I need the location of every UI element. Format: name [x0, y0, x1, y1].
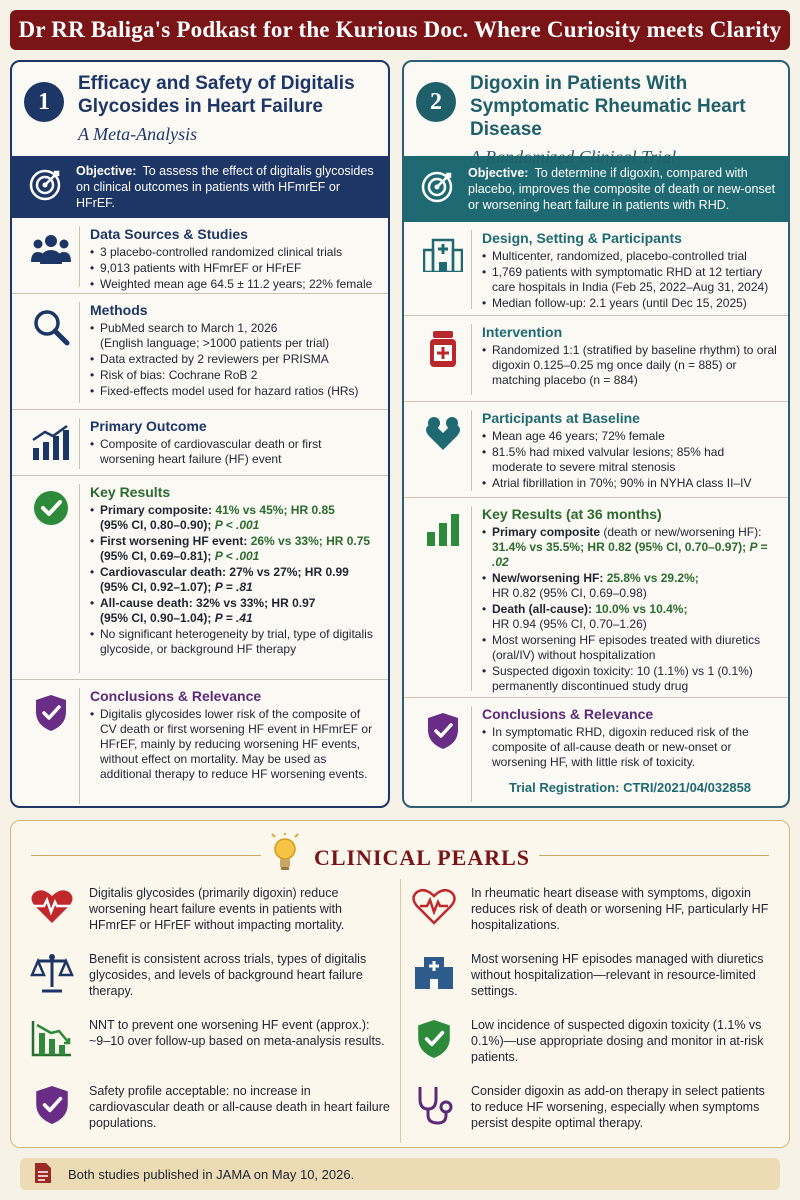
list-item: • 1,769 patients with symptomatic RHD at 12 tertiary care hospitals in India (Feb 25, 2022–Aug 31, 2024) [482, 265, 778, 295]
shield-check-icon [22, 688, 80, 804]
lightbulb-icon [270, 833, 300, 878]
study2-intervention [404, 316, 788, 402]
study2-title: Digoxin in Patients With Symptomatic Rheumatic Heart Disease [470, 73, 746, 140]
pill-bottle-icon [414, 324, 472, 395]
pearl-item: Digitalis glycosides (primarily digoxin) reduce worsening heart failure events in patients with HFmrEF or HFrEF without impacting mortality. [19, 879, 400, 945]
result-worsening: • New/worsening HF: 25.8% vs 29.2%; HR 0.82 (95% CI, 0.69–0.98) [482, 571, 778, 601]
result-toxicity: • Suspected digoxin toxicity: 10 (1.1%) vs 1 (0.1%) permanently discontinued study drug [482, 664, 778, 694]
pearl-item: Low incidence of suspected digoxin toxicity (1.1% vs 0.1%)—use appropriate dosing and monitor in at-risk patients. [400, 1011, 781, 1077]
section-title: Key Results (at 36 months) [482, 506, 662, 522]
trial-registration: Trial Registration: CTRI/2021/04/032858 [508, 780, 752, 795]
section-title: Primary Outcome [90, 418, 207, 434]
list-item: • PubMed search to March 1, 2026 (English language; >1000 patients per trial) [90, 321, 378, 351]
objective-text: To determine if digoxin, compared with placebo, improves the composite of death or new-onset or worsening heart failure in patients with RHD. [468, 166, 776, 212]
study2-header [404, 62, 788, 167]
section-title: Conclusions & Relevance [482, 706, 654, 722]
target-icon [420, 170, 454, 209]
result-heterogeneity: • No significant heterogeneity by trial, type of digitalis glycoside, or background HF therapy [90, 627, 378, 657]
study1-title: Efficacy and Safety of Digitalis Glycosides in Heart Failure [78, 73, 355, 117]
objective-label: Objective: [468, 166, 529, 180]
study1-card [10, 60, 390, 808]
footer-text: Both studies published in JAMA on May 10, 2026. [68, 1166, 355, 1182]
study1-methods [12, 294, 388, 410]
pearls-title: CLINICAL PEARLS [313, 845, 531, 870]
study2-key-results [404, 498, 788, 698]
page-banner [10, 10, 790, 50]
list-item: • Mean age 46 years; 72% female [482, 429, 778, 444]
downtrend-chart-icon [27, 1017, 77, 1057]
study2-design [404, 222, 788, 316]
stethoscope-icon [409, 1083, 459, 1125]
list-item: • Multicenter, randomized, placebo-controlled trial [482, 249, 778, 264]
result-all-cause: • All-cause death: 32% vs 33%; HR 0.97 (95% CI, 0.90–1.04); P = .41 [90, 596, 378, 626]
section-title: Key Results [90, 484, 171, 500]
study1-header [12, 62, 388, 156]
result-death: • Death (all-cause): 10.0% vs 10.4%; HR 0.94 (95% CI, 0.70–1.26) [482, 602, 778, 632]
list-item: • Randomized 1:1 (stratified by baseline rhythm) to oral digoxin 0.125–0.25 mg once daily (n = 885) or matching placebo (n = 884) [482, 343, 778, 388]
result-worsening: • First worsening HF event: 26% vs 33%; HR 0.75 (95% CI, 0.69–0.81); P < .001 [90, 534, 378, 564]
study1-subtitle: A Meta-Analysis [78, 124, 198, 144]
list-item: • Fixed-effects model used for hazard ratios (HRs) [90, 384, 378, 399]
study1-number-badge: 1 [24, 82, 64, 122]
section-title: Data Sources & Studies [90, 226, 248, 242]
pearl-item: NNT to prevent one worsening HF event (approx.): ~9–10 over follow-up based on meta-analysis results. [19, 1011, 400, 1077]
section-title: Methods [90, 302, 148, 318]
result-cv-death: • Cardiovascular death: 27% vs 27%; HR 0.99 (95% CI, 0.92–1.07); P = .81 [90, 565, 378, 595]
checkmark-icon [22, 484, 80, 673]
list-item: • Atrial fibrillation in 70%; 90% in NYHA class II–IV [482, 476, 778, 491]
result-primary: • Primary composite (death or new/worsening HF): 31.4% vs 35.5%; HR 0.82 (95% CI, 0.70–0.97); P = .02 [482, 525, 778, 570]
study2-baseline [404, 402, 788, 498]
objective-text: To assess the effect of digitalis glycosides on clinical outcomes in patients with HFmrEF or HFrEF. [76, 164, 374, 210]
list-item: • Digitalis glycosides lower risk of the composite of CV death or first worsening HF event in HFmrEF or HFrEF, mainly by reducing worsening HF events, without effect on mortality. May be used as additional therapy to reduce HF worsening events. [90, 707, 378, 782]
study2-objective [404, 156, 788, 222]
list-item: • Median follow-up: 2.1 years (until Dec 15, 2025) [482, 296, 778, 311]
list-item: • 81.5% had mixed valvular lesions; 85% had moderate to severe mitral stenosis [482, 445, 778, 475]
list-item: • Data extracted by 2 reviewers per PRISMA [90, 352, 378, 367]
pearl-item: Safety profile acceptable: no increase in cardiovascular death or all-cause death in heart failure populations. [19, 1077, 400, 1143]
footer-note [20, 1158, 780, 1190]
study2-subtitle: A Randomized Clinical Trial [470, 147, 677, 167]
study1-data-sources [12, 218, 388, 294]
section-title: Design, Setting & Participants [482, 230, 682, 246]
people-icon [22, 226, 80, 287]
pearls-header [11, 821, 789, 879]
hospital-icon [409, 951, 459, 989]
study2-number-badge: 2 [416, 82, 456, 122]
shield-check-icon [414, 706, 472, 802]
result-diuretics: • Most worsening HF episodes treated with diuretics (oral/IV) without hospitalization [482, 633, 778, 663]
bar-chart-icon [22, 418, 80, 469]
hospital-icon [414, 230, 472, 309]
study1-key-results [12, 476, 388, 680]
result-primary: • Primary composite: 41% vs 45%; HR 0.85 (95% CI, 0.80–0.90); P < .001 [90, 503, 378, 533]
study1-objective [12, 156, 388, 218]
list-item: • 3 placebo-controlled randomized clinical trials [90, 245, 378, 260]
list-item: • In symptomatic RHD, digoxin reduced risk of the composite of all-cause death or new-onset or worsening HF, with little risk of toxicity. [482, 725, 778, 770]
banner-title: Dr RR Baliga's Podkast for the Kurious Doc. Where Curiosity meets Clarity [18, 17, 782, 42]
participants-heart-icon [414, 410, 472, 491]
study1-conclusions [12, 680, 388, 808]
list-item: • Risk of bias: Cochrane RoB 2 [90, 368, 378, 383]
list-item: • Weighted mean age 64.5 ± 11.2 years; 22% female [90, 277, 378, 292]
shield-check-icon [27, 1083, 77, 1125]
study1-primary-outcome [12, 410, 388, 476]
magnifier-icon [22, 302, 80, 403]
section-title: Intervention [482, 324, 563, 340]
pearl-item: Most worsening HF episodes managed with diuretics without hospitalization—relevant in resource-limited settings. [400, 945, 781, 1011]
section-title: Conclusions & Relevance [90, 688, 262, 704]
shield-check-icon [409, 1017, 459, 1059]
study2-card [402, 60, 790, 808]
scales-icon [27, 951, 77, 993]
section-title: Participants at Baseline [482, 410, 640, 426]
list-item: • Composite of cardiovascular death or first worsening heart failure (HF) event [90, 437, 378, 467]
bar-chart-icon [414, 506, 472, 691]
heart-pulse-icon [27, 885, 77, 925]
study2-conclusions [404, 698, 788, 808]
clinical-pearls [10, 820, 790, 1148]
target-icon [28, 168, 62, 207]
objective-label: Objective: [76, 164, 137, 178]
pearl-item: Consider digoxin as add-on therapy in select patients to reduce HF worsening, especially when symptoms persist despite optimal therapy. [400, 1077, 781, 1143]
list-item: • 9,013 patients with HFmrEF or HFrEF [90, 261, 378, 276]
pearl-item: In rheumatic heart disease with symptoms, digoxin reduces risk of death or worsening HF, particularly HF hospitalizations. [400, 879, 781, 945]
document-icon [34, 1162, 52, 1187]
pearl-item: Benefit is consistent across trials, types of digitalis glycosides, and levels of background heart failure therapy. [19, 945, 400, 1011]
heart-pulse-outline-icon [409, 885, 459, 925]
